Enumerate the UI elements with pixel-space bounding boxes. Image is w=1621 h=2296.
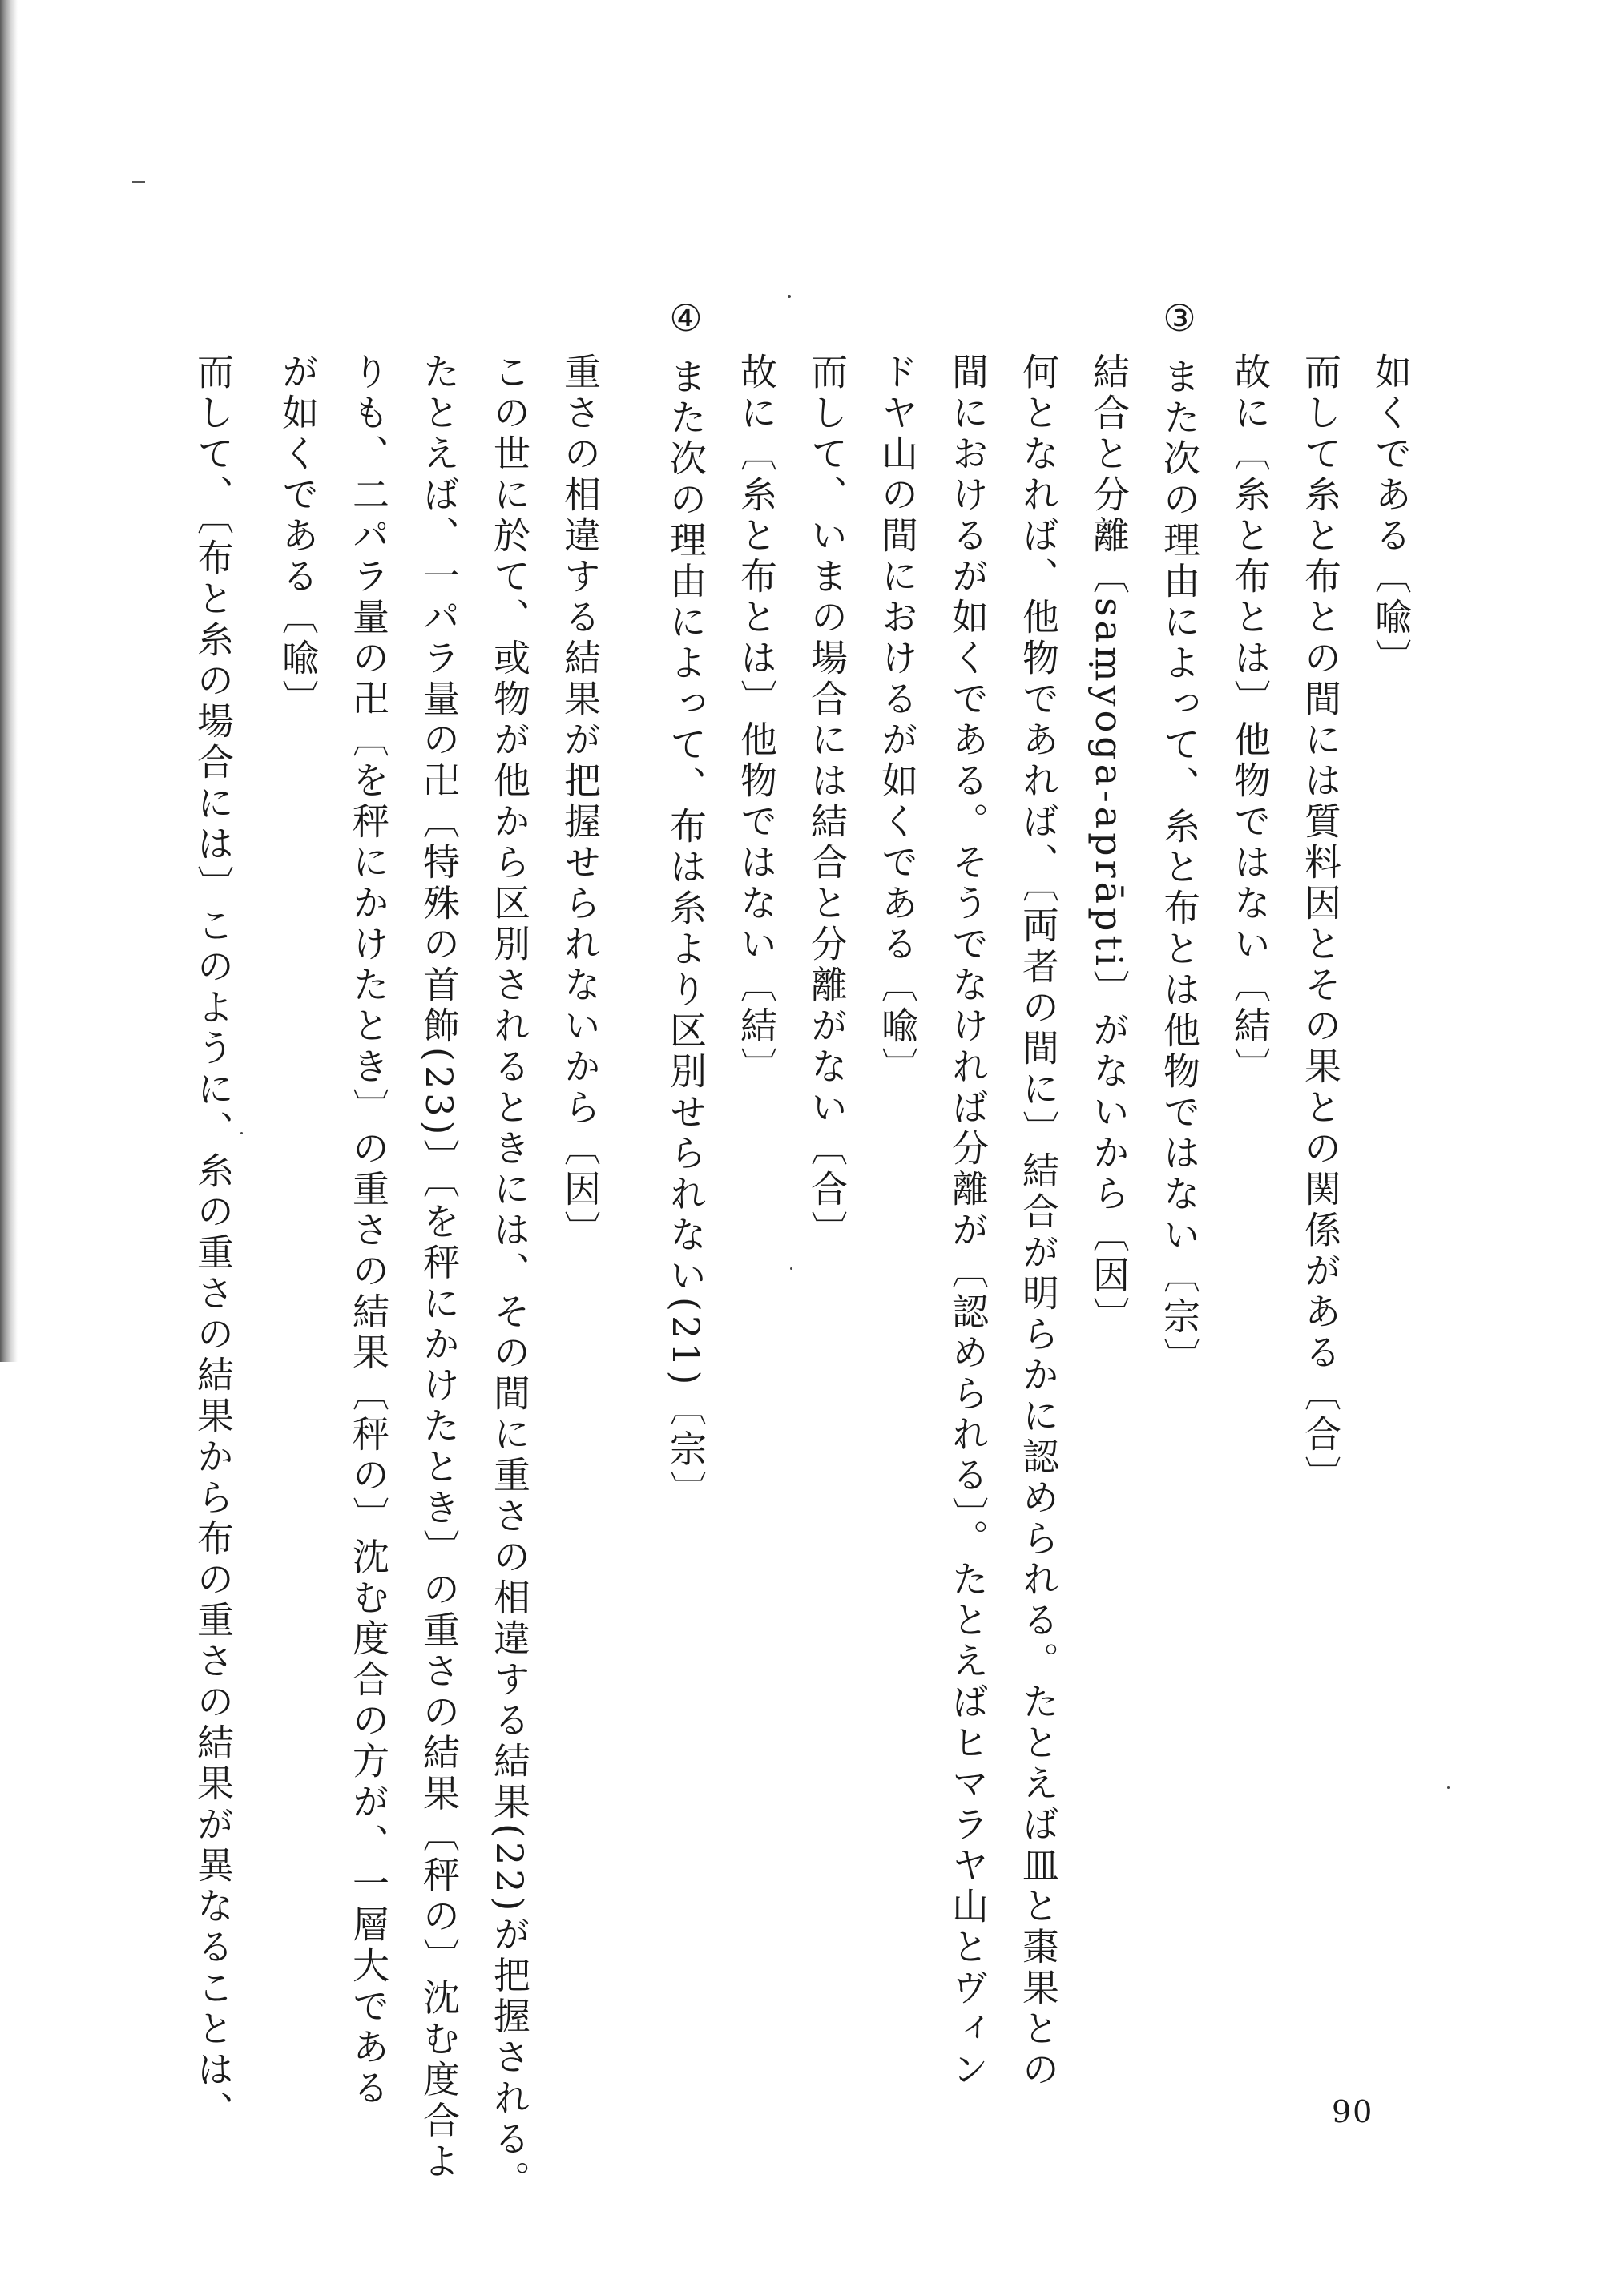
text-column: 而して糸と布との間には質料因とその果との関係がある〔合〕 (1299, 352, 1342, 1496)
text-column: 重さの相違する結果が把握せられないから〔因〕 (558, 352, 602, 1251)
text-column: また次の理由によって、布は糸より区別せられない(21)〔宗〕 (664, 357, 708, 1512)
text-column: 而して、いまの場合には結合と分離がない〔合〕 (805, 352, 849, 1251)
text-column: また次の理由によって、糸と布とは他物ではない〔宗〕 (1158, 357, 1201, 1379)
page-number: 90 (1332, 2094, 1374, 2129)
section-marker: ④ (664, 296, 708, 344)
text-column: たとえば、一パラ量の卍〔特殊の首飾(23)〕〔を秤にかけたとき〕の重さの結果〔秤の〕沈む度合よ (417, 352, 461, 2183)
text-column: この世に於て、或物が他から区別されるときには、その間に重さの相違する結果(22)が把握される。 (488, 352, 531, 2201)
text-column: 何となれば、他物であれば、〔両者の間に〕結合が明らかに認められる。たとえば皿と棗果との (1017, 352, 1060, 2091)
text-column: ドヤ山の間におけるが如くである〔喩〕 (876, 352, 919, 1088)
section-marker: ③ (1158, 296, 1201, 344)
text-column: 故に〔糸と布とは〕他物ではない〔結〕 (1228, 352, 1272, 1088)
text-column: 故に〔糸と布とは〕他物ではない〔結〕 (735, 352, 778, 1088)
text-column: 如くである〔喩〕 (1369, 352, 1413, 679)
text-column: 結合と分離〔saṃyoga-aprāpti〕がないから〔因〕 (1087, 352, 1131, 1338)
text-column: が如くである〔喩〕 (276, 352, 320, 720)
text-column: 而して、〔布と糸の場合には〕このように、糸の重さの結果から布の重さの結果が異なることは、 (192, 352, 235, 2132)
text-column: 間におけるが如くである。そうでなければ分離が〔認められる〕。たとえばヒマラヤ山とヴィン (946, 352, 990, 2091)
text-column: りも、二パラ量の卍〔を秤にかけたとき〕の重さの結果〔秤の〕沈む度合の方が、一層大である (347, 352, 390, 2109)
